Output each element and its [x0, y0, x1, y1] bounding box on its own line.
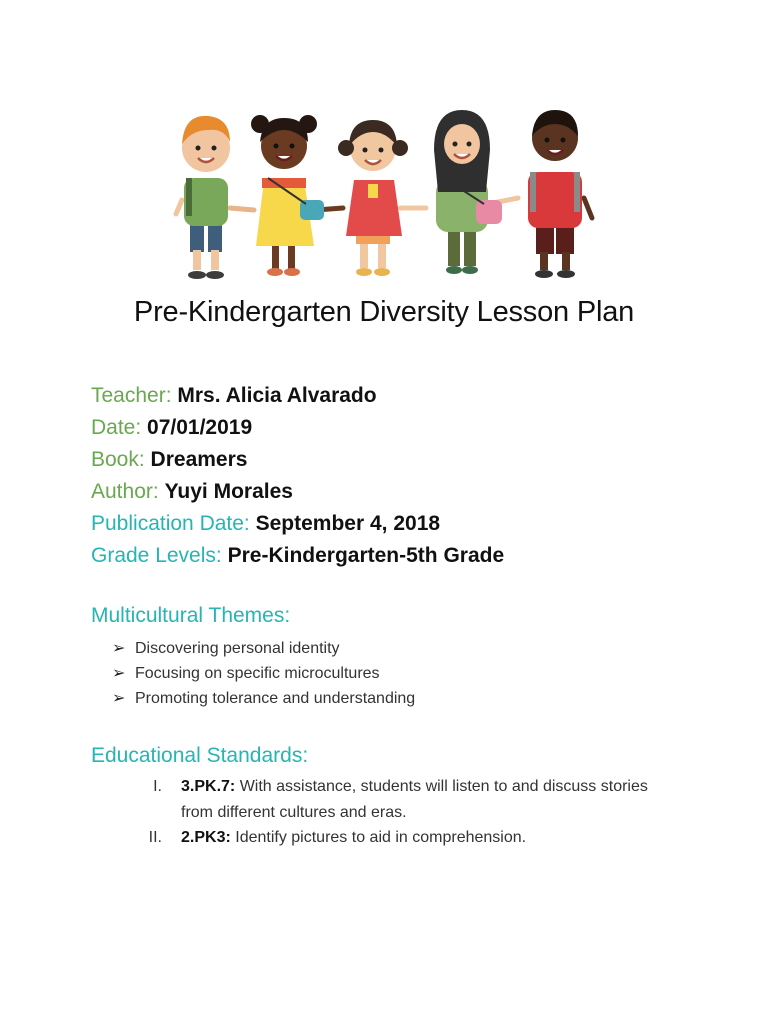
detail-label: Book: [91, 448, 145, 471]
list-item [112, 636, 415, 661]
list-item [140, 774, 660, 825]
standard-code: 3.PK.7: [181, 778, 236, 795]
arrow-bullet-icon: ➢ [112, 690, 126, 707]
multicultural-themes-list [112, 636, 415, 711]
theme-text: Focusing on specific microcultures [135, 665, 380, 682]
detail-label: Grade Levels: [91, 544, 222, 567]
standard-number: II. [148, 829, 162, 846]
child-1-figure [182, 116, 230, 279]
detail-value: Dreamers [150, 448, 248, 471]
detail-value: Yuyi Morales [164, 480, 293, 503]
standard-text: With assistance, students will listen to and discuss stories from different cultures and eras. [181, 778, 648, 821]
page-title: Pre-Kindergarten Diversity Lesson Plan [133, 296, 635, 328]
detail-label: Publication Date: [91, 512, 250, 535]
detail-value: 07/01/2019 [147, 416, 253, 439]
detail-publication-date [91, 508, 504, 540]
detail-author [91, 476, 504, 508]
educational-standards-heading: Educational Standards: [91, 744, 309, 767]
child-4-figure [434, 110, 502, 274]
theme-text: Discovering personal identity [135, 640, 340, 657]
detail-grade-levels [91, 540, 504, 572]
detail-value: September 4, 2018 [255, 512, 441, 535]
list-item [140, 825, 660, 851]
educational-standards-list [140, 774, 660, 851]
detail-teacher [91, 380, 504, 412]
arrow-bullet-icon: ➢ [112, 665, 126, 682]
detail-book [91, 444, 504, 476]
standard-code: 2.PK3: [181, 829, 231, 846]
arrow-bullet-icon: ➢ [112, 640, 126, 657]
detail-label: Teacher: [91, 384, 172, 407]
standard-number: I. [153, 778, 162, 795]
standard-text: Identify pictures to aid in comprehension. [235, 829, 527, 846]
detail-label: Date: [91, 416, 142, 439]
detail-label: Author: [91, 480, 159, 503]
children-holding-hands-illustration [168, 100, 600, 285]
child-3-figure [338, 120, 408, 276]
list-item [112, 661, 415, 686]
child-5-figure [528, 110, 582, 278]
multicultural-themes-heading: Multicultural Themes: [91, 604, 291, 627]
list-item [112, 686, 415, 711]
detail-date [91, 412, 504, 444]
detail-value: Pre-Kindergarten-5th Grade [227, 544, 505, 567]
theme-text: Promoting tolerance and understanding [135, 690, 416, 707]
child-2-figure [251, 115, 324, 276]
detail-value: Mrs. Alicia Alvarado [177, 384, 377, 407]
lesson-details [91, 380, 504, 572]
